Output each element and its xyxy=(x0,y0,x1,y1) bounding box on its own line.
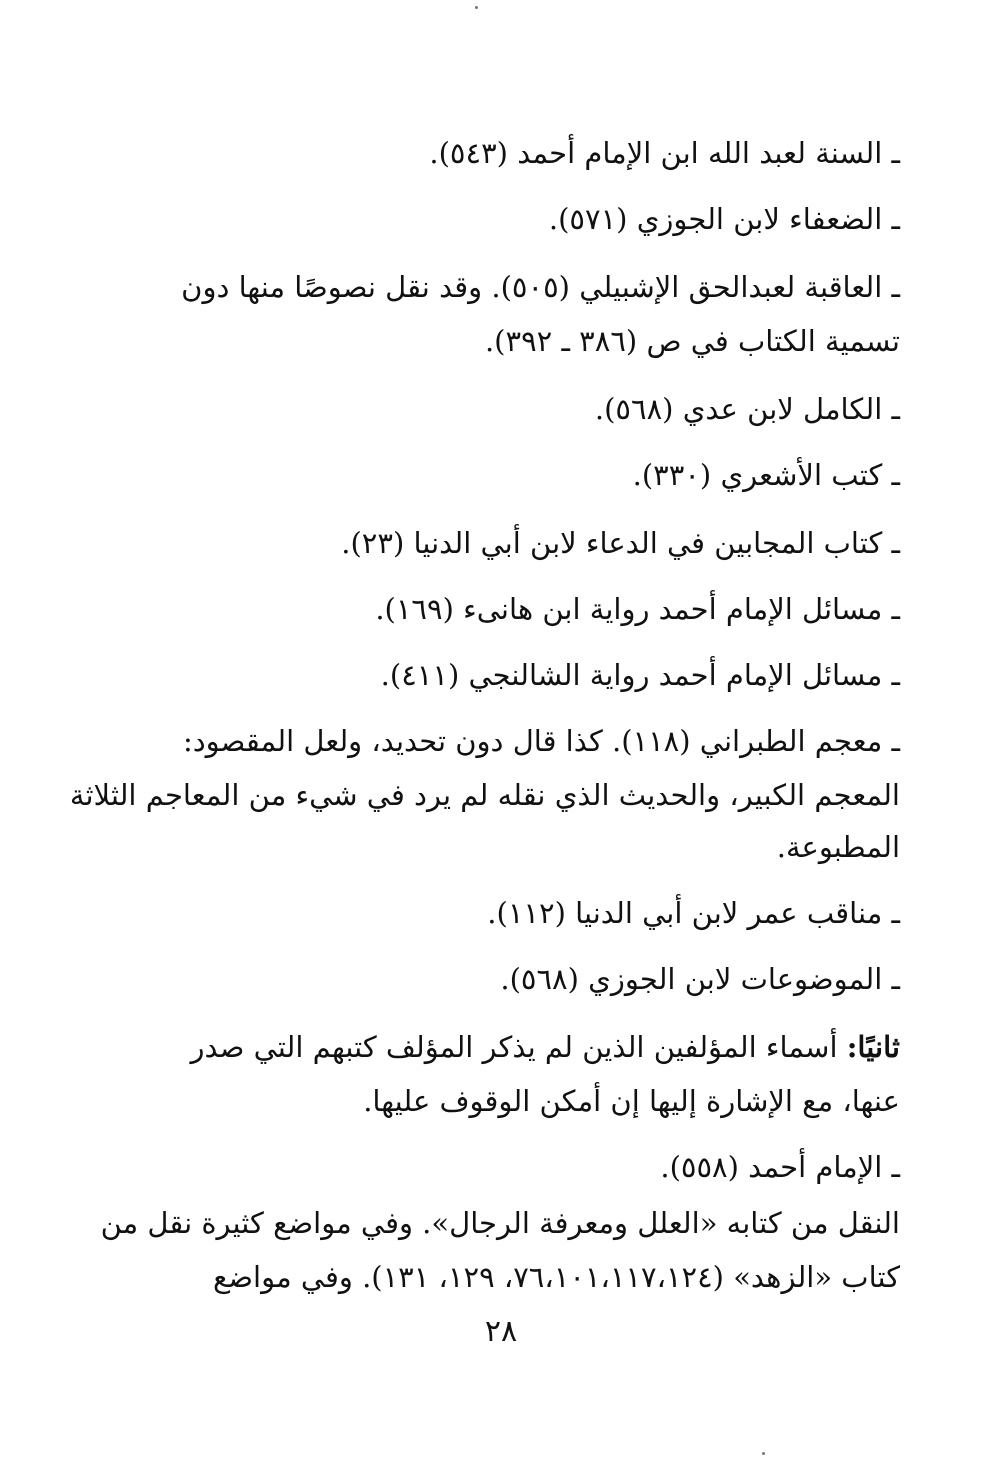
entry-tabarani-line2: المعجم الكبير، والحديث الذي نقله لم يرد في شيء من المعاجم الثلاثة xyxy=(69,778,900,812)
entry-tabarani-line3: المطبوعة. xyxy=(776,830,900,864)
entry-ashari: ـ كتب الأشعري (٣٣٠). xyxy=(632,458,900,492)
entry-aqiba-line1: ـ العاقبة لعبدالحق الإشبيلي (٥٠٥). وقد نقل نصوصًا منها دون xyxy=(181,270,900,304)
entry-manaqib-umar: ـ مناقب عمر لابن أبي الدنيا (١١٢). xyxy=(487,896,900,930)
entry-mujabin: ـ كتاب المجابين في الدعاء لابن أبي الدنيا (٢٣). xyxy=(341,526,900,560)
entry-aqiba-line2: تسمية الكتاب في ص (٣٨٦ ـ ٣٩٢). xyxy=(484,324,900,358)
entry-imam-ahmad: ـ الإمام أحمد (٥٥٨). xyxy=(660,1150,900,1184)
section-two-line1 xyxy=(124,1018,900,1076)
entry-masail-hani: ـ مسائل الإمام أحمد رواية ابن هانىء (١٦٩). xyxy=(375,592,900,626)
section-text-line2: عنها، مع الإشارة إليها إن أمكن الوقوف عليها. xyxy=(363,1084,900,1118)
scan-speck xyxy=(475,6,478,9)
page-number: ٢٨ xyxy=(484,1314,518,1349)
scan-speck xyxy=(762,1452,765,1455)
entry-tabarani-line1: ـ معجم الطبراني (١١٨). كذا قال دون تحديد، ولعل المقصود: xyxy=(183,724,900,758)
entry-mawduat: ـ الموضوعات لابن الجوزي (٥٦٨). xyxy=(500,962,900,996)
closing-paragraph-line1: النقل من كتابه «العلل ومعرفة الرجال». وفي مواضع كثيرة نقل من xyxy=(100,1206,900,1240)
entry-sunna: ـ السنة لعبد الله ابن الإمام أحمد (٥٤٣). xyxy=(429,136,900,170)
entry-duafa: ـ الضعفاء لابن الجوزي (٥٧١). xyxy=(548,202,900,236)
entry-kamil: ـ الكامل لابن عدي (٥٦٨). xyxy=(594,392,900,426)
section-heading: ثانيًا: xyxy=(846,1030,900,1064)
entry-masail-shalanji: ـ مسائل الإمام أحمد رواية الشالنجي (٤١١). xyxy=(380,658,900,692)
closing-paragraph-line2: كتاب «الزهد» (٧٦،١٠١،١١٧،١٢٤، ١٢٩، ١٣١). وفي مواضع xyxy=(212,1260,900,1294)
section-text-line1: أسماء المؤلفين الذين لم يذكر المؤلف كتبهم التي صدر xyxy=(190,1030,838,1064)
